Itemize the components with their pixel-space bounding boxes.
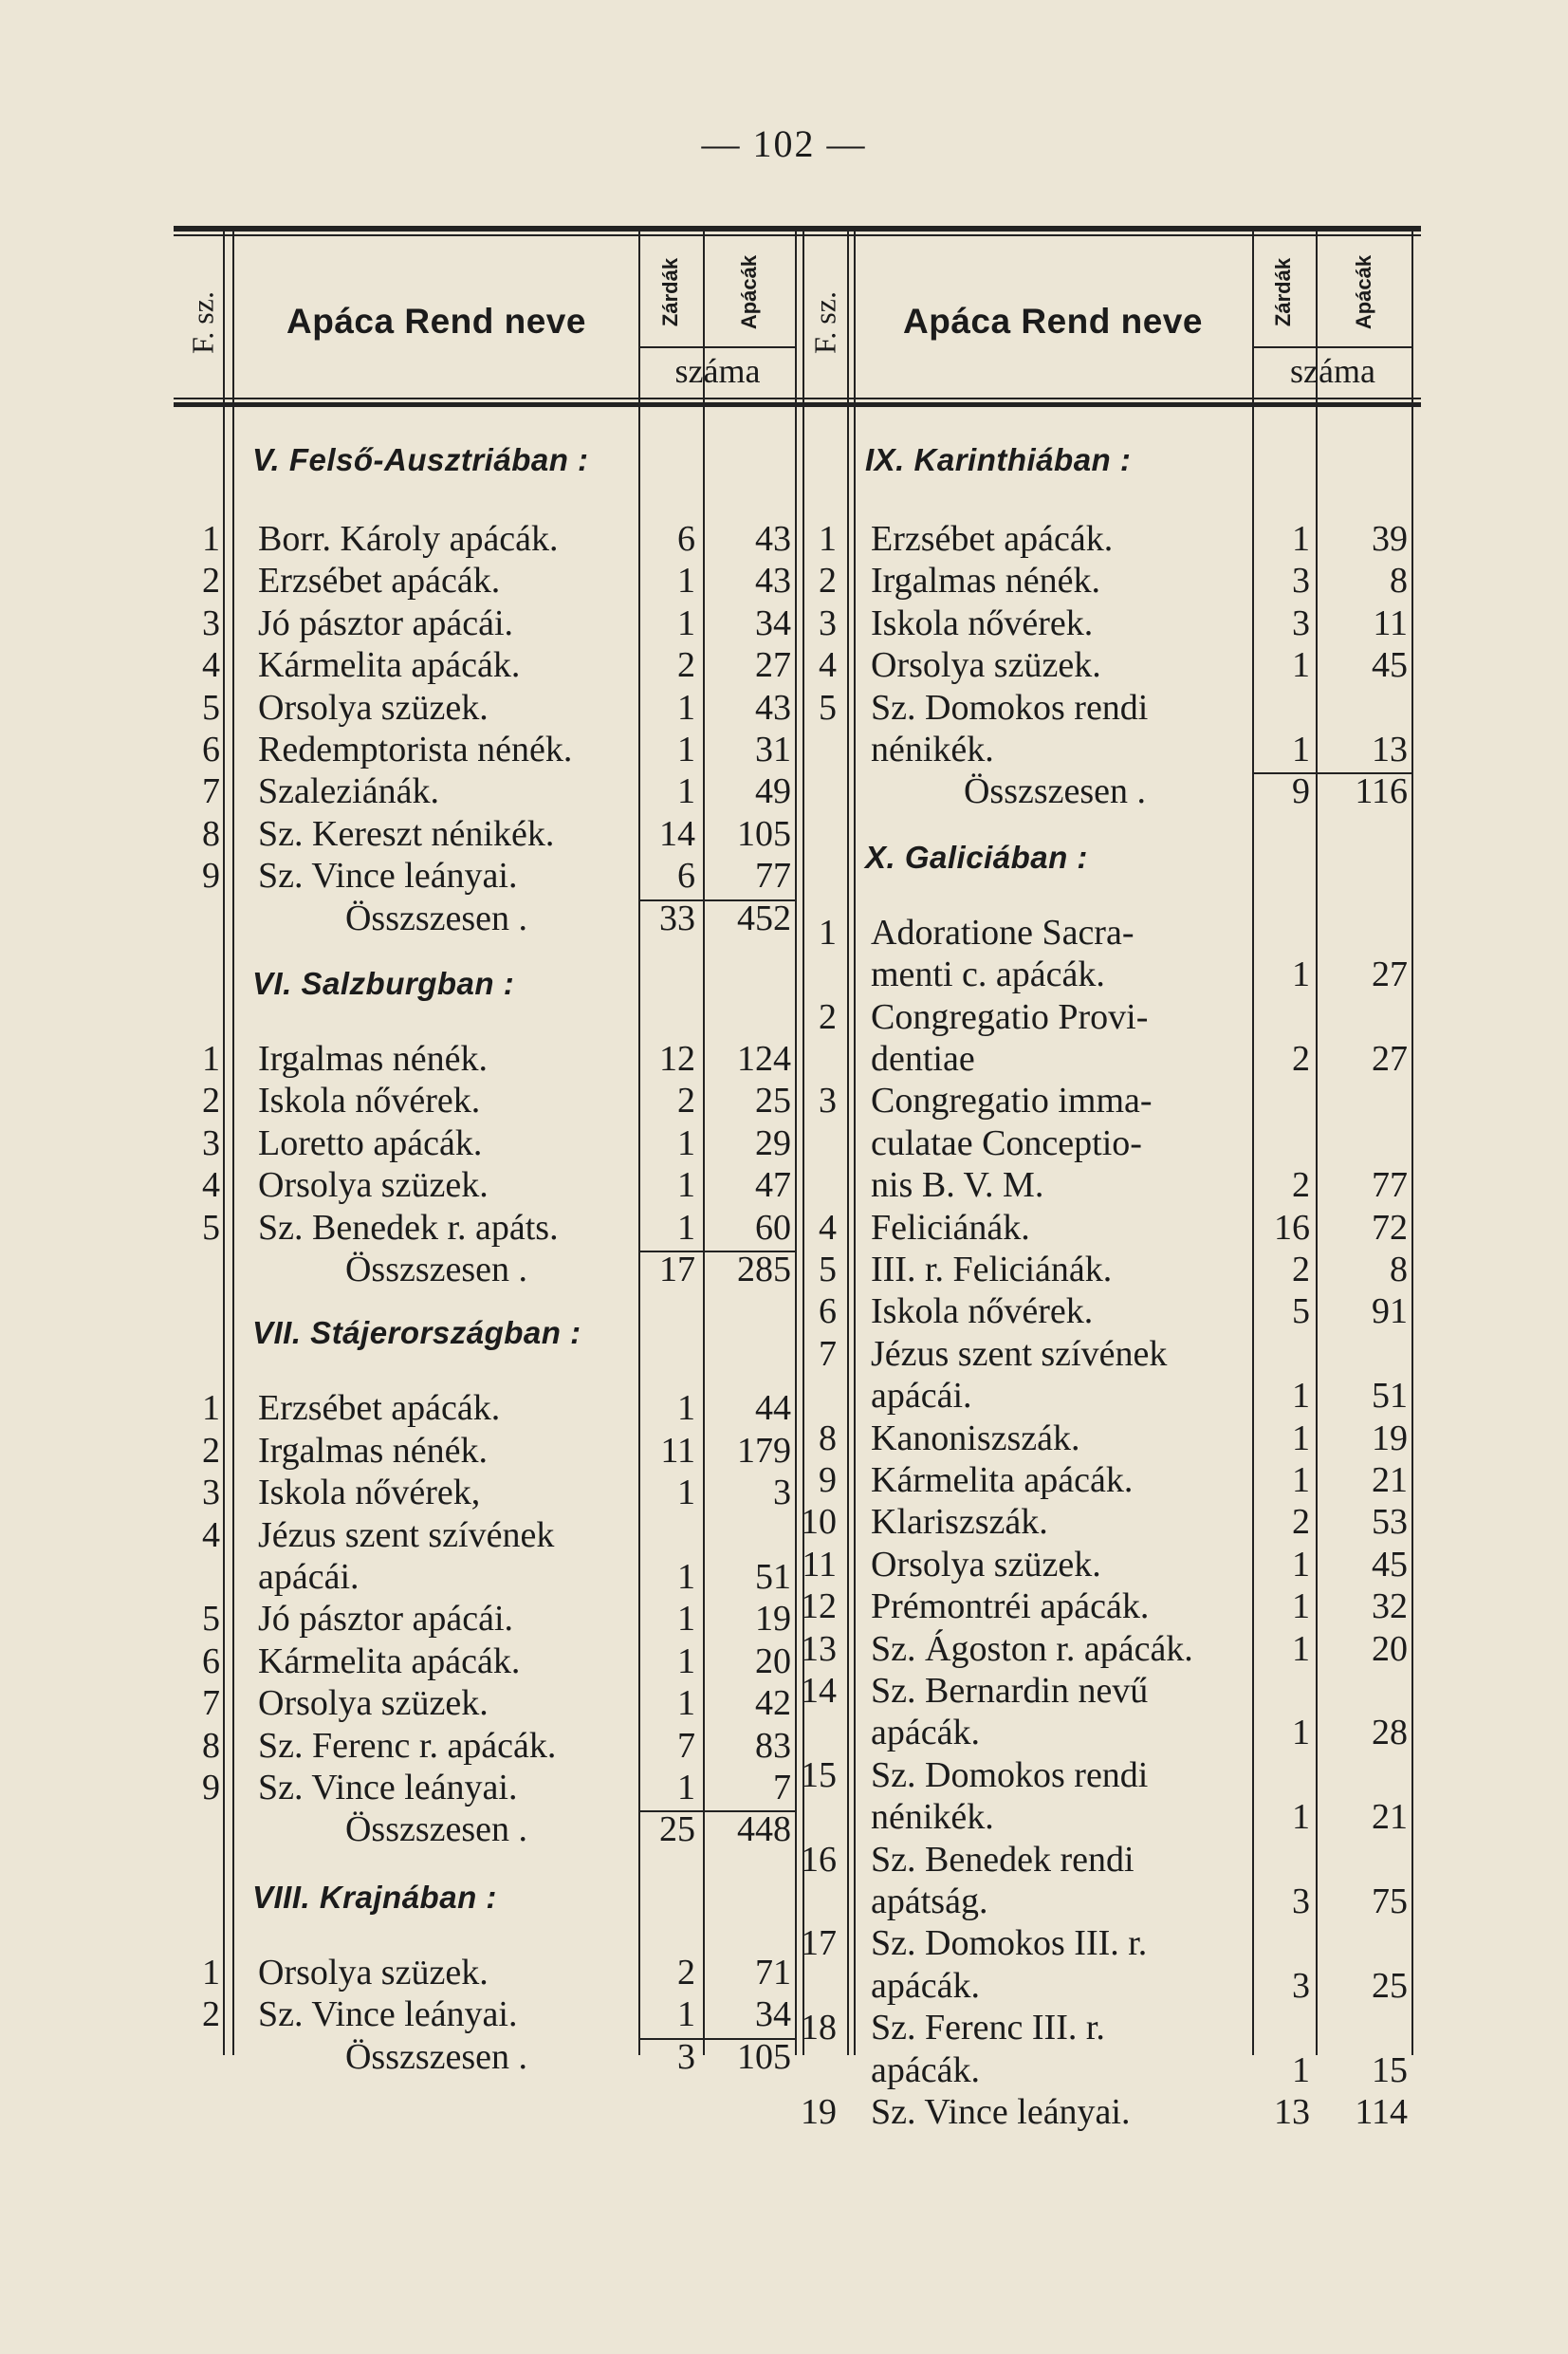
row-zardak: 1 [677, 1640, 695, 1681]
row-name: Szaleziánák. [258, 771, 439, 812]
header-zardak-left: Zárdák [658, 257, 682, 327]
row-apacak: 51 [755, 1557, 791, 1597]
section-title: V. Felső-Ausztriában : [252, 442, 589, 477]
row-apacak: 20 [1372, 1628, 1408, 1669]
header-fsz-left: F. sz. [185, 291, 220, 354]
row-number: 4 [202, 1514, 220, 1555]
row-zardak: 1 [1292, 2049, 1310, 2090]
row-name: nis B. V. M. [871, 1165, 1044, 1206]
szama-rule-left [638, 346, 797, 348]
row-zardak: 5 [1292, 1291, 1310, 1332]
row-name: Jó pásztor apácái. [258, 602, 514, 643]
row-apacak: 11 [1373, 602, 1408, 643]
row-apacak: 75 [1372, 1881, 1408, 1921]
row-apacak: 19 [755, 1599, 791, 1640]
row-apacak: 13 [1372, 730, 1408, 769]
row-name: Sz. Domokos III. r. [871, 1923, 1148, 1964]
row-number: 13 [801, 1628, 837, 1669]
row-name: Irgalmas nénék. [258, 1430, 488, 1471]
total-apacak: 105 [737, 2036, 791, 2077]
row-apacak: 49 [755, 771, 791, 812]
row-apacak: 60 [755, 1207, 791, 1248]
total-zardak: 33 [659, 898, 695, 938]
page-number: — 102 — [701, 122, 867, 165]
total-label: Összszesen . [344, 898, 528, 938]
row-name: III. r. Feliciánák. [871, 1250, 1113, 1289]
row-name: Sz. Benedek r. apáts. [258, 1207, 559, 1248]
col-rule [1252, 226, 1254, 2055]
row-apacak: 45 [1372, 1544, 1408, 1585]
top-rule [174, 226, 1421, 232]
row-zardak: 1 [1292, 1544, 1310, 1585]
row-number: 1 [202, 1952, 220, 1993]
row-zardak: 7 [677, 1725, 695, 1766]
row-zardak: 1 [1292, 645, 1310, 686]
row-zardak: 1 [677, 687, 695, 728]
row-number: 6 [202, 730, 220, 769]
row-number: 4 [819, 645, 837, 686]
row-name: Iskola nővérek. [871, 602, 1094, 643]
row-number: 6 [202, 1640, 220, 1681]
row-name: Sz. Ferenc r. apácák. [258, 1725, 557, 1766]
row-number: 7 [819, 1333, 837, 1374]
row-zardak: 1 [1292, 1713, 1310, 1753]
row-number: 7 [202, 1683, 220, 1724]
row-name: nénikék. [871, 1797, 994, 1838]
row-zardak: 1 [677, 1122, 695, 1163]
total-label: Összszesen . [963, 771, 1147, 812]
row-number: 3 [202, 1122, 220, 1163]
row-name: Sz. Bernardin nevű [871, 1671, 1149, 1711]
total-apacak: 116 [1355, 771, 1408, 812]
total-apacak: 452 [737, 898, 791, 938]
row-apacak: 19 [1372, 1418, 1408, 1458]
row-number: 9 [819, 1460, 837, 1500]
row-apacak: 31 [755, 730, 791, 769]
total-apacak: 448 [737, 1809, 791, 1850]
row-number: 10 [801, 1502, 837, 1543]
section-title: IX. Karinthiában : [865, 442, 1132, 477]
row-number: 8 [202, 813, 220, 854]
total-zardak: 25 [659, 1809, 695, 1850]
row-apacak: 51 [1372, 1376, 1408, 1417]
row-name: Jézus szent szívének [871, 1333, 1168, 1374]
row-name: Kármelita apácák. [258, 1640, 521, 1681]
row-number: 4 [202, 645, 220, 686]
row-apacak: 42 [755, 1683, 791, 1724]
row-name: Klariszszák. [871, 1502, 1048, 1543]
row-number: 17 [801, 1923, 837, 1964]
row-name: apácái. [871, 1376, 972, 1417]
row-zardak: 2 [1292, 1250, 1310, 1289]
row-number: 2 [202, 561, 220, 602]
col-rule [1411, 226, 1413, 2055]
row-name: Sz. Ágoston r. apácák. [871, 1628, 1193, 1669]
row-apacak: 20 [755, 1640, 791, 1681]
row-name: Kanoniszszák. [871, 1418, 1080, 1458]
row-name: Sz. Benedek rendi [871, 1839, 1134, 1880]
row-apacak: 25 [1372, 1965, 1408, 2006]
row-number: 15 [801, 1754, 837, 1795]
row-apacak: 71 [755, 1952, 791, 1993]
row-number: 5 [202, 1599, 220, 1640]
col-rule [847, 226, 849, 2055]
section-title: VI. Salzburgban : [252, 966, 515, 1001]
row-number: 2 [202, 1994, 220, 2035]
szama-rule-right [1252, 346, 1413, 348]
header-name-right: Apáca Rend neve [903, 302, 1203, 341]
row-zardak: 2 [1292, 1502, 1310, 1543]
row-number: 1 [819, 912, 837, 953]
row-number: 1 [819, 519, 837, 559]
row-number: 7 [202, 771, 220, 812]
row-name: Orsolya szüzek. [258, 1165, 489, 1206]
row-name: Sz. Domokos rendi [871, 687, 1149, 728]
section-title: VIII. Krajnában : [252, 1879, 497, 1915]
row-number: 1 [202, 1039, 220, 1079]
header-szama-right: száma [1290, 352, 1375, 390]
row-number: 3 [819, 602, 837, 643]
row-apacak: 179 [737, 1430, 791, 1471]
row-apacak: 21 [1372, 1797, 1408, 1838]
row-zardak: 1 [677, 1207, 695, 1248]
row-zardak: 6 [677, 856, 695, 897]
row-apacak: 124 [737, 1039, 791, 1079]
row-zardak: 1 [677, 1165, 695, 1206]
row-apacak: 27 [1372, 1039, 1408, 1079]
row-zardak: 1 [677, 1768, 695, 1807]
row-apacak: 8 [1390, 1250, 1408, 1289]
row-zardak: 1 [1292, 1586, 1310, 1627]
row-zardak: 16 [1274, 1207, 1310, 1248]
row-number: 9 [202, 1768, 220, 1807]
row-number: 5 [202, 687, 220, 728]
row-apacak: 8 [1390, 561, 1408, 602]
section-title: VII. Stájerországban : [252, 1315, 581, 1351]
row-apacak: 44 [755, 1388, 791, 1429]
row-name: Congregatio imma- [871, 1081, 1153, 1121]
header-szama-left: száma [674, 352, 761, 390]
col-rule [703, 226, 705, 2055]
total-zardak: 3 [677, 2036, 695, 2077]
row-zardak: 3 [1292, 561, 1310, 602]
row-number: 18 [801, 2008, 837, 2048]
row-apacak: 72 [1372, 1207, 1408, 1248]
row-number: 3 [819, 1081, 837, 1121]
row-name: Sz. Domokos rendi [871, 1754, 1149, 1795]
row-name: Iskola nővérek, [258, 1473, 481, 1513]
header-apacak-left: Apácák [737, 254, 761, 330]
row-number: 2 [202, 1430, 220, 1471]
row-apacak: 53 [1372, 1502, 1408, 1543]
row-number: 1 [202, 519, 220, 559]
row-number: 4 [819, 1207, 837, 1248]
row-number: 3 [202, 1473, 220, 1513]
row-number: 5 [202, 1207, 220, 1248]
row-zardak: 14 [659, 813, 695, 854]
col-rule [232, 226, 234, 2055]
row-apacak: 15 [1372, 2049, 1408, 2090]
row-zardak: 6 [677, 519, 695, 559]
row-zardak: 1 [677, 561, 695, 602]
header-apacak-right: Apácák [1352, 254, 1375, 330]
row-zardak: 2 [1292, 1165, 1310, 1206]
row-number: 3 [202, 602, 220, 643]
row-name: nénikék. [871, 730, 994, 769]
row-zardak: 1 [1292, 1376, 1310, 1417]
row-number: 1 [202, 1388, 220, 1429]
total-label: Összszesen . [344, 1250, 528, 1289]
row-apacak: 43 [755, 561, 791, 602]
row-name: Iskola nővérek. [258, 1081, 481, 1121]
row-name: Irgalmas nénék. [871, 561, 1100, 602]
row-number: 2 [819, 561, 837, 602]
row-apacak: 28 [1372, 1713, 1408, 1753]
row-name: Orsolya szüzek. [871, 645, 1101, 686]
row-zardak: 1 [677, 1994, 695, 2035]
row-apacak: 25 [755, 1081, 791, 1121]
row-name: Erzsébet apácák. [258, 1388, 501, 1429]
header-zardak-right: Zárdák [1271, 257, 1295, 327]
row-name: menti c. apácák. [871, 955, 1105, 995]
row-zardak: 1 [677, 1473, 695, 1513]
row-apacak: 27 [1372, 955, 1408, 995]
row-apacak: 39 [1372, 519, 1408, 559]
total-zardak: 9 [1292, 771, 1310, 812]
row-name: Prémontréi apácák. [871, 1586, 1150, 1627]
row-name: Sz. Kereszt nénikék. [258, 813, 555, 854]
row-apacak: 114 [1355, 2092, 1408, 2132]
row-apacak: 77 [1372, 1165, 1408, 1206]
row-name: apácái. [258, 1557, 360, 1597]
row-number: 4 [202, 1165, 220, 1206]
row-name: Orsolya szüzek. [258, 687, 489, 728]
row-number: 6 [819, 1291, 837, 1332]
row-name: dentiae [871, 1039, 975, 1079]
row-name: Erzsébet apácák. [258, 561, 501, 602]
header-name-left: Apáca Rend neve [286, 302, 586, 341]
row-name: Sz. Vince leányai. [258, 856, 518, 897]
row-apacak: 27 [755, 645, 791, 686]
row-number: 11 [802, 1544, 837, 1585]
row-name: Irgalmas nénék. [258, 1039, 488, 1079]
row-name: Iskola nővérek. [871, 1291, 1094, 1332]
row-number: 9 [202, 856, 220, 897]
row-name: apácák. [871, 2049, 980, 2090]
total-label: Összszesen . [344, 2036, 528, 2077]
row-number: 14 [801, 1671, 837, 1711]
row-apacak: 47 [755, 1165, 791, 1206]
row-name: Erzsébet apácák. [871, 519, 1114, 559]
row-zardak: 2 [1292, 1039, 1310, 1079]
row-number: 8 [819, 1418, 837, 1458]
row-apacak: 34 [755, 602, 791, 643]
row-name: Orsolya szüzek. [871, 1544, 1101, 1585]
row-apacak: 77 [755, 856, 791, 897]
row-zardak: 1 [1292, 1628, 1310, 1669]
row-name: Borr. Károly apácák. [258, 519, 559, 559]
row-name: apácák. [871, 1713, 980, 1753]
row-number: 2 [819, 996, 837, 1037]
col-rule [854, 226, 856, 2055]
row-name: Feliciánák. [871, 1207, 1030, 1248]
row-name: Sz. Vince leányai. [258, 1768, 518, 1807]
row-name: apátság. [871, 1881, 988, 1921]
row-name: Kármelita apácák. [258, 645, 521, 686]
row-number: 19 [801, 2092, 837, 2132]
row-zardak: 3 [1292, 602, 1310, 643]
row-zardak: 2 [677, 645, 695, 686]
row-name: Jó pásztor apácái. [258, 1599, 514, 1640]
row-apacak: 83 [755, 1725, 791, 1766]
row-apacak: 29 [755, 1122, 791, 1163]
row-zardak: 1 [677, 1683, 695, 1724]
row-zardak: 1 [1292, 519, 1310, 559]
row-zardak: 1 [1292, 1418, 1310, 1458]
col-rule [223, 226, 225, 2055]
row-name: Orsolya szüzek. [258, 1952, 489, 1993]
row-name: Loretto apácák. [258, 1122, 483, 1163]
row-apacak: 105 [737, 813, 791, 854]
row-name: Sz. Vince leányai. [871, 2092, 1131, 2132]
row-apacak: 43 [755, 687, 791, 728]
row-number: 2 [202, 1081, 220, 1121]
header-rule-thin [174, 398, 1421, 399]
row-number: 5 [819, 687, 837, 728]
row-zardak: 13 [1274, 2092, 1310, 2132]
row-zardak: 1 [1292, 1460, 1310, 1500]
row-apacak: 43 [755, 519, 791, 559]
row-zardak: 1 [677, 602, 695, 643]
row-name: Jézus szent szívének [258, 1514, 555, 1555]
total-apacak: 285 [737, 1250, 791, 1289]
total-zardak: 17 [659, 1250, 695, 1289]
row-zardak: 1 [1292, 955, 1310, 995]
row-number: 16 [801, 1839, 837, 1880]
row-zardak: 1 [677, 1557, 695, 1597]
section-title: X. Galiciában : [865, 839, 1088, 875]
row-zardak: 3 [1292, 1965, 1310, 2006]
row-apacak: 32 [1372, 1586, 1408, 1627]
row-zardak: 12 [659, 1039, 695, 1079]
row-zardak: 11 [660, 1430, 695, 1471]
row-zardak: 1 [677, 1599, 695, 1640]
row-name: Sz. Ferenc III. r. [871, 2008, 1105, 2048]
row-zardak: 1 [1292, 730, 1310, 769]
row-apacak: 34 [755, 1994, 791, 2035]
row-apacak: 7 [773, 1768, 791, 1807]
row-apacak: 91 [1372, 1291, 1408, 1332]
header-fsz-right: F. sz. [807, 291, 842, 354]
header-rule [174, 402, 1421, 407]
row-apacak: 3 [773, 1473, 791, 1513]
row-number: 12 [801, 1586, 837, 1627]
row-number: 5 [819, 1250, 837, 1289]
row-zardak: 1 [677, 771, 695, 812]
row-name: culatae Conceptio- [871, 1122, 1142, 1163]
row-number: 8 [202, 1725, 220, 1766]
row-name: Sz. Vince leányai. [258, 1994, 518, 2035]
row-name: Adoratione Sacra- [871, 912, 1134, 953]
row-zardak: 2 [677, 1952, 695, 1993]
row-name: Redemptorista nénék. [258, 730, 573, 769]
top-rule-thin [174, 234, 1421, 236]
row-name: Orsolya szüzek. [258, 1683, 489, 1724]
row-apacak: 45 [1372, 645, 1408, 686]
row-zardak: 1 [1292, 1797, 1310, 1838]
row-zardak: 3 [1292, 1881, 1310, 1921]
row-zardak: 1 [677, 730, 695, 769]
total-label: Összszesen . [344, 1809, 528, 1850]
row-apacak: 21 [1372, 1460, 1408, 1500]
row-name: Kármelita apácák. [871, 1460, 1134, 1500]
row-zardak: 2 [677, 1081, 695, 1121]
row-name: apácák. [871, 1965, 980, 2006]
col-rule [1316, 226, 1318, 2055]
row-name: Congregatio Provi- [871, 996, 1149, 1037]
row-zardak: 1 [677, 1388, 695, 1429]
